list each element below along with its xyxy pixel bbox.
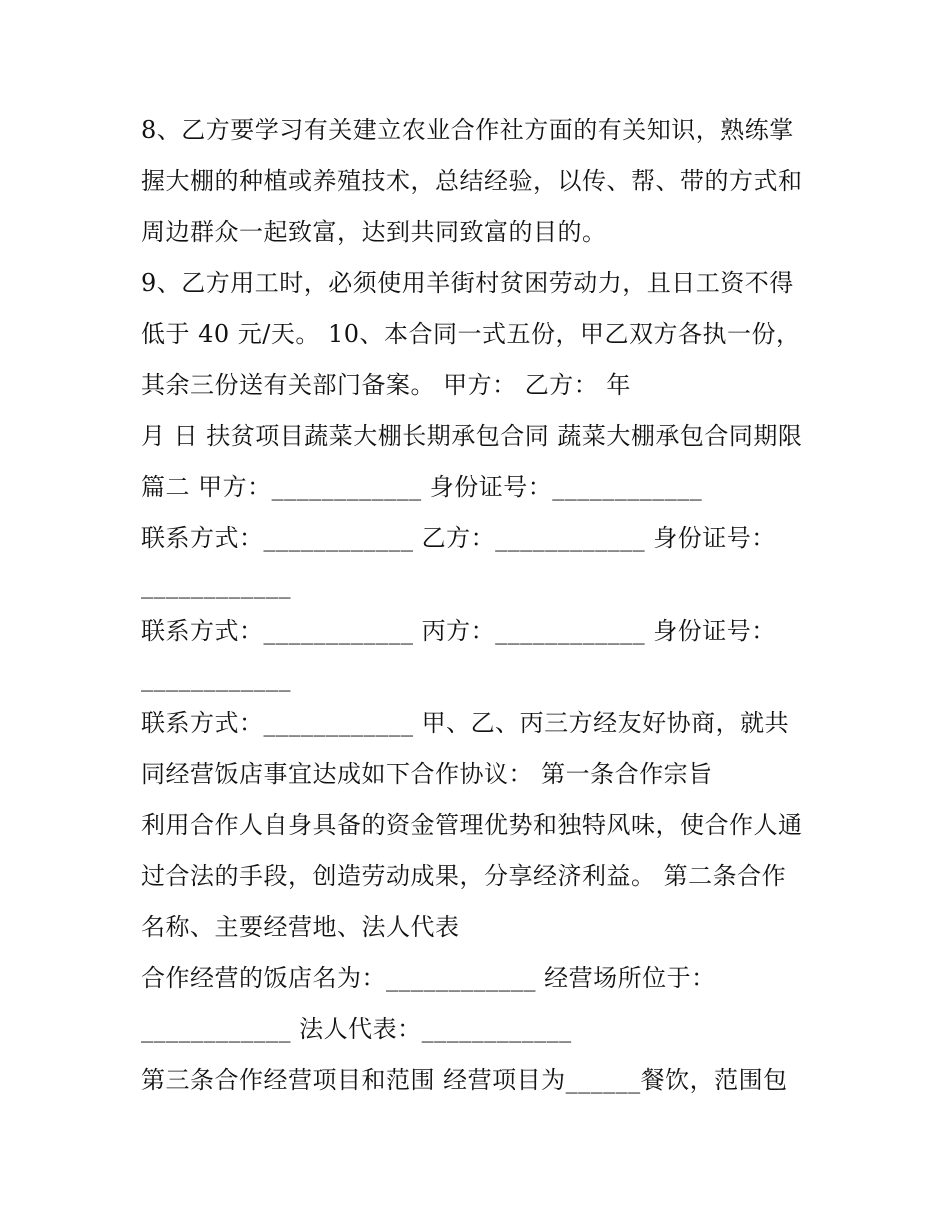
text-line: 其余三份送有关部门备案。 甲方： 乙方： 年 (141, 371, 631, 399)
text-line: 利用合作人自身具备的资金管理优势和独特风味，使合作人通 (141, 811, 803, 839)
text-line: 联系方式：____________ 乙方：____________ 身份证号： (141, 524, 776, 552)
text-line: 联系方式：____________ 丙方：____________ 身份证号： (141, 617, 776, 645)
text-line: 低于 40 元/天。 10、本合同一式五份，甲乙双方各执一份， (141, 320, 801, 348)
text-line: 过合法的手段，创造劳动成果，分享经济利益。 第二条合作 (141, 862, 787, 890)
text-line: 篇二 甲方：____________ 身份证号：____________ (141, 473, 703, 501)
text-line: 联系方式：____________ 甲、乙、丙三方经友好协商，就共 (141, 709, 790, 737)
text-line: 握大棚的种植或养殖技术，总结经验，以传、帮、带的方式和 (141, 167, 803, 195)
text-line: 第三条合作经营项目和范围 经营项目为______餐饮，范围包 (141, 1066, 788, 1094)
text-line: ____________ (141, 664, 291, 692)
text-line: 同经营饭店事宜达成如下合作协议： 第一条合作宗旨 (141, 760, 713, 788)
text-line: 名称、主要经营地、法人代表 (141, 913, 460, 941)
text-line: 周边群众一起致富，达到共同致富的目的。 (141, 218, 607, 246)
text-line: 月 日 扶贫项目蔬菜大棚长期承包合同 蔬菜大棚承包合同期限 (141, 422, 803, 450)
text-line: 9、乙方用工时，必须使用羊街村贫困劳动力，且日工资不得 (141, 269, 794, 297)
text-line: ____________ 法人代表：____________ (141, 1015, 572, 1043)
text-line: 8、乙方要学习有关建立农业合作社方面的有关知识，熟练掌 (141, 116, 794, 144)
text-line: 合作经营的饭店名为：____________ 经营场所位于： (141, 964, 716, 992)
text-line: ____________ (141, 571, 291, 599)
